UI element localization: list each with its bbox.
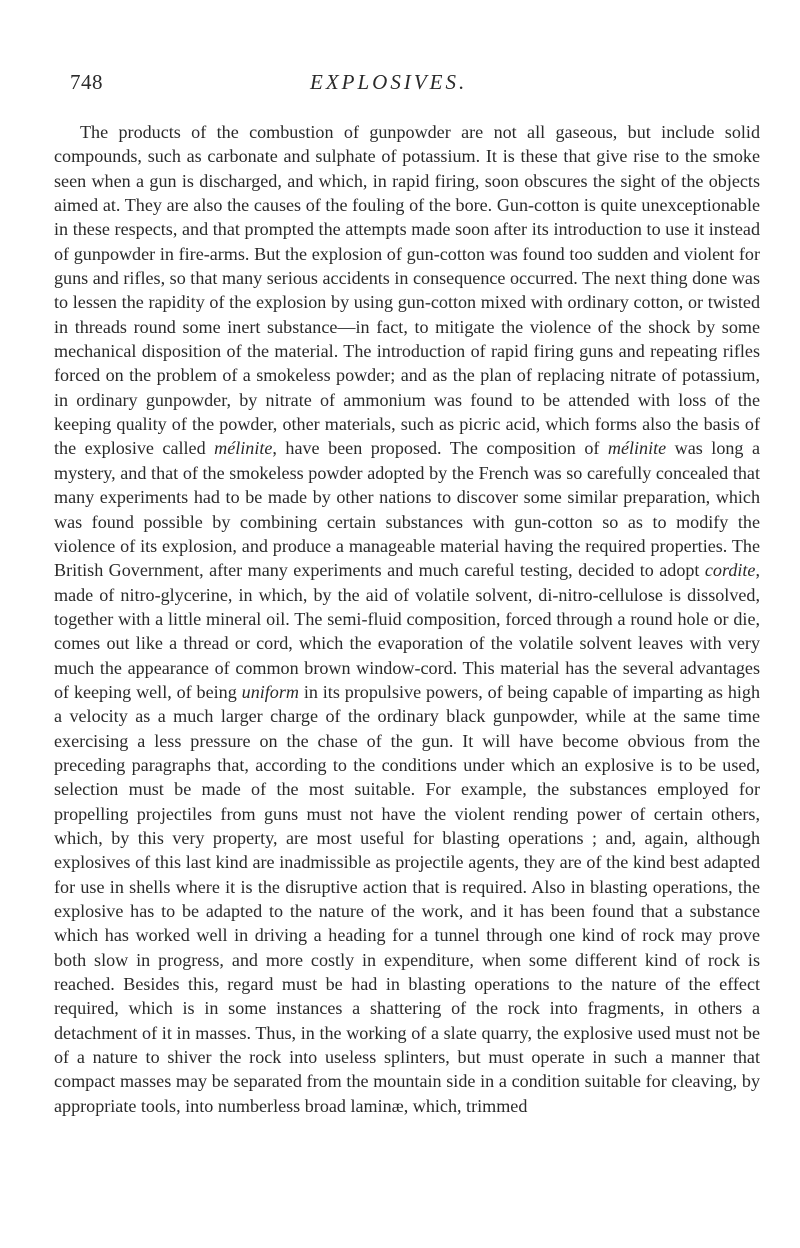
text-segment: , have been proposed. The composition of [272, 438, 608, 459]
text-segment: in its propulsive powers, of being capable of imparting as high a velocity as a much larger charge of the ordinary black gunpowder, while at the same time exercising a less pressure on the chase of the gun. It will have become obvious from the preceding paragraphs that, according to the conditions under which an explosive is to be used, selection must be made of the most suitable. For example, the substances employed for propelling projectiles from guns must not have the violent rending power of certain others, which, by this very property, are most useful for blasting operations ; and, again, although explosives of this last kind are inadmissible as projectile agents, they are of the kind best adapted for use in shells where it is the disruptive action that is required. Also in blasting operations, the explosive has to be adapted to the nature of the work, and it has been found that a substance which has worked well in driving a heading for a tunnel through one kind of rock may prove both slow in progress, and more costly in expenditure, when some different kind of rock is reached. Besides this, regard must be had in blasting operations to the nature of the effect required, which is in some instances a shattering of the rock into fragments, in others a detachment of it in masses. Thus, in the working of a slate quarry, the explosive used must not be of a nature to shiver the rock into useless splinters, but must operate in such a manner that compact masses may be separated from the mountain side in a condition suitable for cleaving, by appropriate tools, into numberless broad laminæ, which, trimmed [54, 681, 760, 1116]
italic-term-cordite: cordite [704, 560, 756, 581]
text-segment: was long a mystery, and that of the smokeless powder adopted by the French was so carefully concealed that many experiments had to be made by other nations to discover some similar preparation, which was found possible by combining certain substances with gun-cotton so as to modify the violence of its explosion, and produce a manageable material having the required properties. The British Government, after many experiments and much careful testing, decided to adopt [54, 438, 760, 581]
italic-term-melinite: mélinite [214, 438, 273, 459]
text-segment: The products of the combustion of gunpowder are not all gaseous, but include solid compounds, such as carbonate and sulphate of potassium. It is these that give rise to the smoke seen when a gun is discharged, and which, in rapid firing, soon obscures the sight of the objects aimed at. They are also the causes of the fouling of the bore. Gun-cotton is quite unexceptionable in these respects, and that prompted the attempts made soon after its introduction to use it instead of gunpowder in fire-arms. But the explosion of gun-cotton was found too sudden and violent for guns and rifles, so that many serious accidents in consequence occurred. The next thing done was to lessen the rapidity of the explosion by using gun-cotton mixed with ordinary cotton, or twisted in threads round some inert substance—in fact, to mitigate the violence of the shock by some mechanical disposition of the material. The introduction of rapid firing guns and repeating rifles forced on the problem of a smokeless powder; and as the plan of replacing nitrate of potassium, in ordinary gunpowder, by nitrate of ammonium was found to be attended with loss of the keeping quality of the powder, other materials, such as picric acid, which forms also the basis of the explosive called [54, 122, 760, 459]
italic-term-melinite: mélinite [607, 438, 667, 459]
page-number: 748 [70, 70, 103, 94]
page-header [70, 70, 760, 100]
running-title: EXPLOSIVES. [310, 70, 468, 94]
body-paragraph [54, 120, 760, 1118]
italic-term-uniform: uniform [241, 681, 299, 702]
text-segment: , made of nitro-glycerine, in which, by the aid of volatile solvent, di-nitro-cellulose is dissolved, together with a little mineral oil. The semi-fluid composition, forced through a round hole or die, comes out like a thread or cord, which the evaporation of the volatile solvent leaves with very much the appearance of common brown window-cord. This material has the several advantages of keeping well, of being [54, 560, 760, 702]
